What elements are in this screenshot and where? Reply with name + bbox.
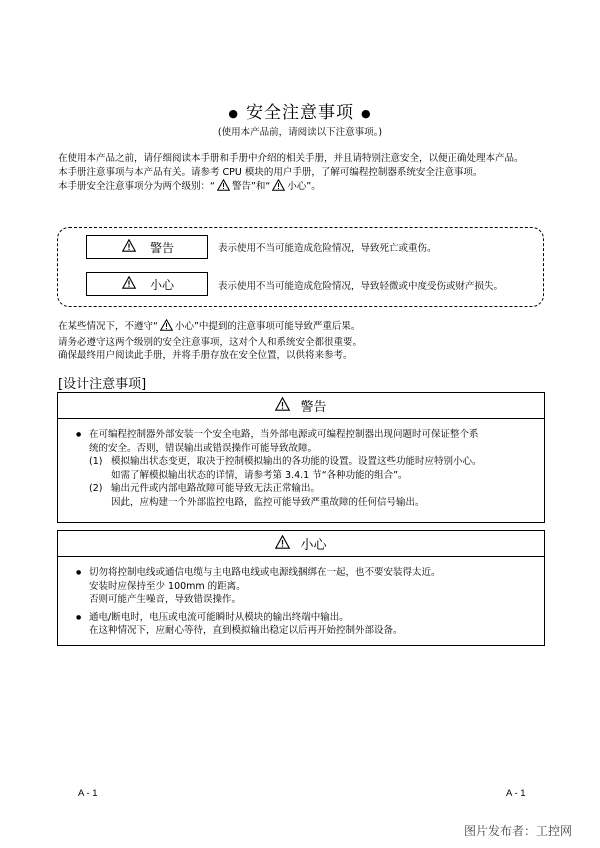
item-number: (1) (89, 456, 103, 467)
section-heading: [设计注意事项] (58, 377, 147, 392)
levels-box (57, 227, 544, 307)
intro-text-part: 小心”。 (287, 181, 321, 192)
list-item: ● 通电/断电时，电压或电流可能瞬时从模块的输出终端中输出。 (78, 611, 524, 625)
numbered-item (78, 482, 524, 496)
warning-triangle-outline-icon (275, 397, 290, 415)
numbered-item-continuation: 因此，应构建一个外部监控电路，监控可能导致严重故障的任何信号输出。 (111, 496, 425, 508)
caution-section (57, 530, 545, 646)
warning-triangle-outline-icon (122, 276, 136, 292)
item-text: 输出元件或内部电路故障可能导致无法正常输出。 (111, 483, 321, 494)
warning-section-title (58, 393, 544, 419)
caution-label: 小心 (149, 277, 174, 292)
numbered-item (78, 455, 524, 469)
intro-text-part: 警告”和“ (231, 181, 271, 192)
reminder-line (58, 319, 548, 336)
warning-label: 警告 (149, 240, 174, 255)
page-number-right: A - 1 (506, 788, 526, 799)
caution-section-title-text: 小心 (300, 538, 327, 553)
list-item-continuation: 安装时应保持至少 100mm 的距离。 (89, 580, 246, 592)
warning-section-body (58, 419, 544, 509)
intro-line: 在使用本产品之前，请仔细阅读本手册和手册中介绍的相关手册，并且请特别注意安全，以便正确处理本产品。 (58, 153, 524, 164)
warning-section-title-text: 警告 (300, 400, 327, 415)
page-number-left: A - 1 (78, 788, 98, 799)
warning-section (57, 392, 545, 523)
numbered-item-continuation: 如需了解模拟输出状态的详情，请参考第 3.4.1 节“各种功能的组合”。 (111, 469, 408, 481)
list-item-continuation: 在这种情况下，应耐心等待，直到模拟输出稳定以后再开始控制外部设备。 (89, 625, 403, 636)
title-text: 安全注意事项 (246, 103, 354, 123)
caution-section-title (58, 531, 544, 557)
warning-triangle-outline-icon (122, 239, 136, 255)
reminder-line: 请务必遵守这两个级别的安全注意事项，这对个人和系统安全都很重要。 (58, 336, 363, 348)
list-item-continuation: 否则可能产生噪音，导致错误操作。 (89, 594, 242, 605)
warning-triangle-outline-icon (217, 179, 230, 196)
page-title (0, 98, 600, 123)
bullet-dot-icon: ● (228, 106, 239, 120)
publisher-credit: 图片发布者：工控网 (463, 824, 572, 838)
item-number: (2) (89, 483, 103, 494)
list-item: ● 切勿将控制电线或通信电缆与主电路电线或电源线捆绑在一起，也不要安装得太近。 (78, 566, 524, 580)
intro-text (58, 152, 548, 196)
intro-text-part: 本手册安全注意事项分为两个级别：“ (58, 181, 215, 192)
warning-description: 表示使用不当可能造成危险情况，导致死亡或重伤。 (218, 243, 437, 254)
item-text: 模拟输出状态变更，取决于控制模拟输出的各功能的设置。设置这些功能时应特别小心。 (111, 456, 482, 467)
reminder-line: 确保最终用户阅读此手册，并将手册存放在安全位置，以供将来参考。 (58, 350, 353, 361)
warning-triangle-outline-icon (160, 319, 173, 336)
page-subtitle: (使用本产品前，请阅读以下注意事项。) (217, 127, 383, 138)
caution-description: 表示使用不当可能造成危险情况，导致轻微或中度受伤或财产损失。 (218, 281, 504, 292)
reminder-text-part: 小心”中提到的注意事项可能导致严重后果。 (174, 321, 361, 332)
reminder-text (58, 319, 548, 363)
warning-triangle-outline-icon (275, 535, 290, 553)
list-item-continuation: 统的安全。否则，错误输出或错误操作可能导致故障。 (89, 442, 318, 454)
warning-triangle-outline-icon (272, 179, 285, 196)
caution-label-box (86, 272, 208, 296)
reminder-text-part: 在某些情况下，不遵守“ (58, 321, 158, 332)
bullet-dot-icon: ● (361, 106, 372, 120)
intro-line: 本手册注意事项与本产品有关。请参考 CPU 模块的用户手册，了解可编程控制器系统安全注意事项。 (58, 166, 483, 178)
warning-label-box (86, 235, 208, 259)
intro-line (58, 179, 548, 196)
caution-section-body (58, 557, 544, 638)
list-item: ● 在可编程控制器外部安装一个安全电路，当外部电源或可编程控制器出现问题时可保证整个系 (78, 428, 524, 442)
